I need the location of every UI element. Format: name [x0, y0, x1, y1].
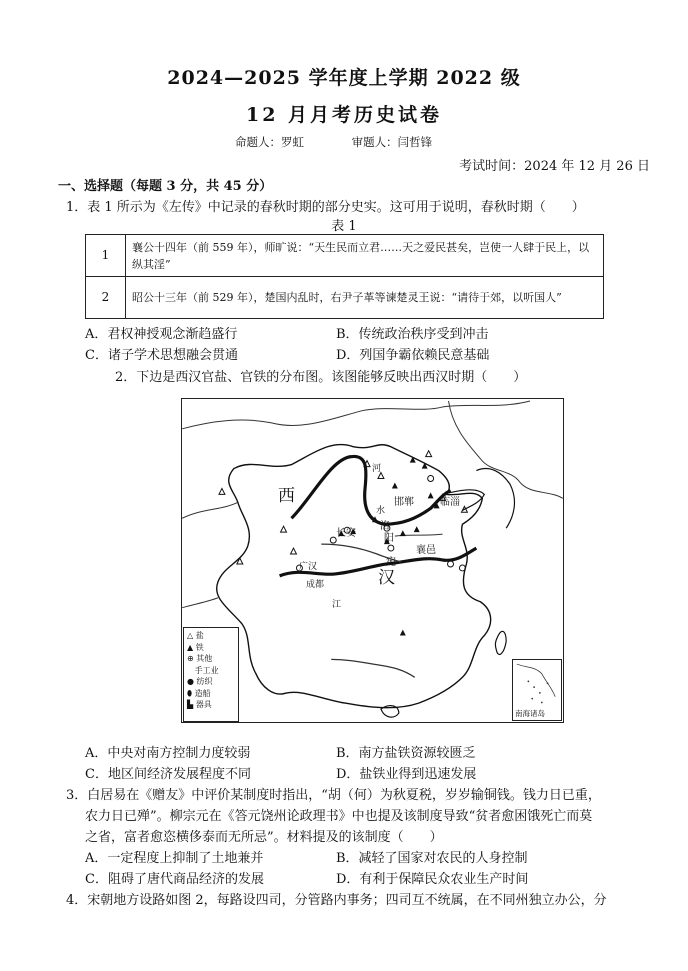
taiwan-island: [495, 631, 506, 654]
map-label-xi: 西: [278, 486, 295, 506]
legend-item-utensils: ▙ 器具: [187, 700, 212, 709]
map-label-shui: 水: [376, 506, 386, 516]
reviewer-name: 审题人：闫哲锋: [351, 135, 433, 149]
table-cell-num: 1: [86, 235, 126, 277]
map-label-yang: 阳: [384, 533, 394, 544]
inset-label: 南海诸岛: [515, 709, 545, 718]
q3-option-c[interactable]: C．阻碍了唐代商品经济的发展: [85, 872, 264, 887]
map-legend: [183, 627, 239, 722]
legend-item-handicraft: 手工业: [194, 665, 219, 675]
q4-stem: 4．宋朝地方设路如图 2，每路设四司，分管路内事务；四司互不统属，在不同州独立办公，分: [66, 893, 607, 908]
q3-stem-line1: 3．白居易在《赠友》中评价某制度时指出，“胡（何）为秋夏税，岁岁输铜钱。钱力日已重，: [66, 788, 601, 803]
map-label-han: 汉: [378, 568, 395, 588]
table-cell-text: 襄公十四年（前 559 年），师旷说：“天生民而立君……天之爱民甚矣，岂使一人肆于民上，以纵其淫”: [126, 235, 604, 277]
empire-outline: [217, 445, 491, 708]
south-sea-islands-inset: [512, 659, 562, 721]
map-label-xiangyi: 襄邑: [416, 545, 436, 556]
legend-item-salt: △ 盐: [187, 631, 204, 640]
han-salt-iron-map: [181, 398, 564, 723]
q2-option-d[interactable]: D．盐铁业得到迅速发展: [336, 767, 477, 782]
q3-option-d[interactable]: D．有利于保障民众农业生产时间: [336, 872, 529, 887]
q3-option-b[interactable]: B．减轻了国家对农民的人身控制: [336, 851, 528, 866]
q1-table: [85, 234, 604, 319]
section-title: 一、选择题（每题 3 分，共 45 分）: [58, 179, 273, 194]
q1-stem: 1．表 1 所示为《左传》中记录的春秋时期的部分史实。这可用于说明，春秋时期（ ）: [66, 200, 585, 215]
q2-option-b[interactable]: B．南方盐铁资源较匮乏: [336, 746, 476, 761]
q3-stem-line2: 农力日已殚”。柳宗元在《答元饶州论政理书》中也提及该制度导致“贫者愈困饿死亡而莫: [85, 809, 593, 824]
q3-stem-line3: 之省，富者愈恣横侈泰而无所忌”。材料提及的该制度（ ）: [85, 830, 443, 845]
exam-title-line1: 2024—2025 学年度上学期 2022 级: [167, 67, 521, 89]
map-label-luo: 洛: [380, 521, 390, 532]
legend-item-other: ⊕ 其他: [187, 654, 213, 663]
q1-option-d[interactable]: D．列国争霸依赖民意基础: [336, 348, 490, 363]
q2-option-a[interactable]: A．中央对南方控制力度较弱: [85, 746, 251, 761]
q1-option-c[interactable]: C．诸子学术思想融会贯通: [85, 348, 238, 363]
table-cell-num: 2: [86, 277, 126, 319]
q3-option-a[interactable]: A．一定程度上抑制了土地兼并: [85, 851, 264, 866]
q2-option-c[interactable]: C．地区间经济发展程度不同: [85, 767, 251, 782]
q1-table-caption: 表 1: [331, 219, 357, 234]
q2-stem: 2．下边是西汉官盐、官铁的分布图。该图能够反映出西汉时期（ ）: [115, 370, 527, 385]
legend-item-shipbuilding: ⬮ 造船: [187, 688, 211, 698]
northeast-border: [449, 401, 563, 498]
map-label-jiang: 江: [332, 600, 342, 610]
map-label-linzi: 临淄: [440, 497, 460, 508]
q1-option-a[interactable]: A．君权神授观念渐趋盛行: [85, 327, 238, 342]
pearl-river: [331, 659, 414, 677]
table-row: [86, 235, 604, 277]
legend-item-textile: ● 纺织: [187, 677, 213, 686]
map-label-guanghan: 广汉: [299, 562, 318, 572]
table-cell-text: 昭公十三年（前 529 年），楚国内乱时，右尹子革等谏楚灵王说：“请待于郊，以听国人”: [126, 277, 604, 319]
table-row: [86, 277, 604, 319]
map-label-changan: 长安: [336, 528, 356, 539]
q1-option-b[interactable]: B．传统政治秩序受到冲击: [336, 327, 489, 342]
southwest-border: [182, 598, 218, 608]
north-border: [182, 401, 530, 429]
map-drawing: [182, 399, 563, 722]
map-label-he: 河: [372, 464, 382, 474]
exam-time: 考试时间：2024 年 12 月 26 日: [459, 159, 650, 174]
exam-title-line2: 12 月月考历史试卷: [245, 104, 443, 126]
map-label-handan: 邯郸: [394, 497, 414, 508]
west-border: [182, 502, 238, 518]
setters-line: [235, 134, 476, 150]
legend-item-iron: ▲ 铁: [187, 642, 204, 652]
setter-name: 命题人：罗虹: [235, 135, 304, 149]
map-label-wan: 宛: [386, 557, 396, 568]
map-label-chengdu: 成都: [306, 580, 325, 590]
